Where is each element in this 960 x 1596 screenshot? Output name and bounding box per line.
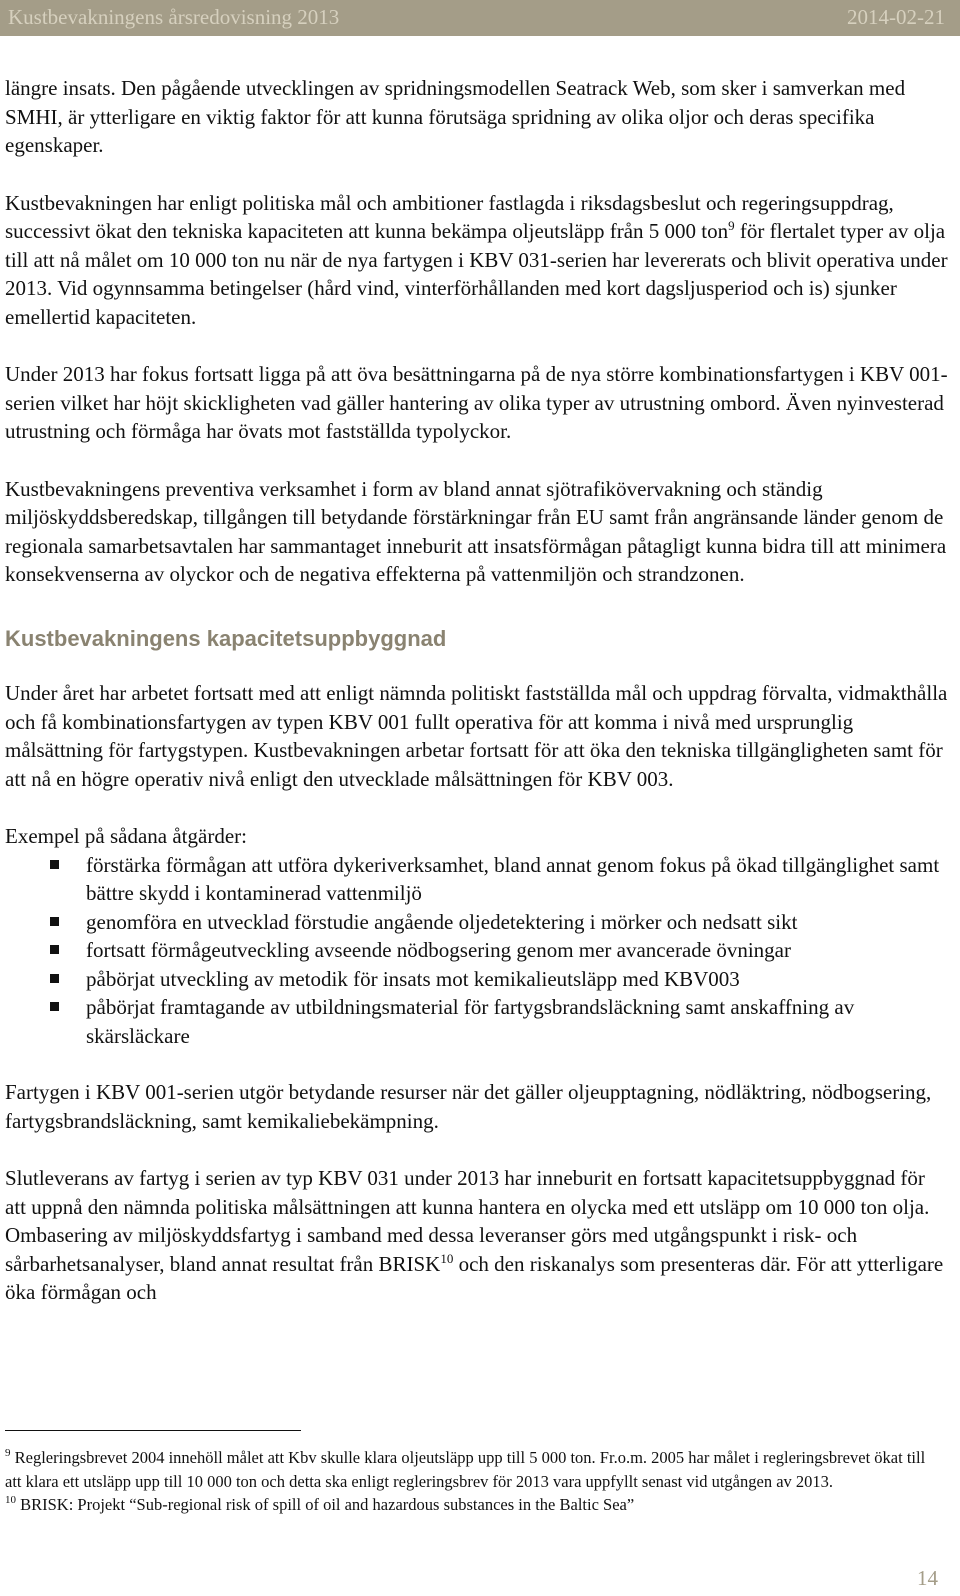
list-item-text: fortsatt förmågeutveckling avseende nödbogsering genom mer avancerade övningar (86, 938, 791, 962)
footnote-ref-9: 9 (728, 218, 735, 233)
paragraph-2 (5, 189, 950, 332)
paragraph-1: längre insats. Den pågående utvecklingen av spridningsmodellen Seatrack Web, som sker i samverkan med SMHI, är ytterligare en viktig faktor för att kunna förutsäga spridning av olika oljor och deras specifika egenskaper. (5, 76, 906, 157)
list-item (5, 993, 950, 1050)
body-text (5, 74, 950, 1336)
footnotes (5, 1446, 945, 1517)
list-item-text: påbörjat utveckling av metodik för insats mot kemikalieutsläpp med KBV003 (86, 966, 740, 991)
footnote-text: BRISK: Projekt “Sub-regional risk of spill of oil and hazardous substances in the Baltic Sea” (16, 1495, 635, 1514)
section-heading: Kustbevakningens kapacitetsuppbyggnad (5, 625, 447, 651)
paragraph-2-text-a: Kustbevakningen har enligt politiska mål och ambitioner fastlagda i riksdagsbeslut och regeringsuppdrag, successivt ökat den tekniska kapaciteten att kunna bekämpa oljeutsläpp från 5 000 ton (5, 190, 894, 243)
square-bullet-icon (50, 860, 59, 869)
footnote-number: 10 (5, 1494, 16, 1506)
footnote-ref-10: 10 (440, 1250, 454, 1266)
footnote-10 (5, 1493, 945, 1517)
list-item-text: förstärka förmågan att utföra dykeriverksamhet, bland annat genom fokus på ökad tillgänglighet samt bättre skydd i kontaminerad vattenmiljö (86, 852, 940, 905)
square-bullet-icon (50, 1002, 59, 1011)
list-item-text: påbörjat framtagande av utbildningsmaterial för fartygsbrandsläckning samt anskaffning av skärsläckare (86, 995, 855, 1048)
footnote-text: Regleringsbrevet 2004 innehöll målet att Kbv skulle klara oljeutsläpp upp till 5 000 ton. Fr.o.m. 2005 har målet i regleringsbrevet ökat till att klara ett utsläpp upp till 10 000 ton och detta ska enligt regleringsbrev för 2013 vara uppfyllt senast vid utgången av 2013. (5, 1448, 926, 1491)
paragraph-3: Under 2013 har fokus fortsatt ligga på att öva besättningarna på de nya större kombinationsfartygen i KBV 001-serien vilket har höjt skickligheten vad gäller hantering av olika typer av utrustning ombord. Även nyinvesterad utrustning och förmåga har övats mot fastställda typolyckor. (5, 362, 948, 443)
header-title: Kustbevakningens årsredovisning 2013 (8, 5, 340, 29)
paragraph-8-text-a: Slutleverans av fartyg i serien av typ KBV 031 under 2013 har inneburit en fortsatt kapacitetsuppbyggnad för att uppnå den nämnda politiska målsättningen att kunna hantera en olycka med ett utsläpp om 10 000 ton olja. Ombasering av miljöskyddsfartyg i samband med dessa leveranser görs med utgångspunkt i risk- och sårbarhetsanalyser, bland annat resultat från BRISK (5, 1166, 930, 1276)
page-number: 14 (917, 1566, 938, 1590)
paragraph-6: Exempel på sådana åtgärder: (5, 824, 247, 848)
list-item (5, 965, 950, 994)
page-header (0, 0, 960, 36)
square-bullet-icon (50, 974, 59, 983)
square-bullet-icon (50, 917, 59, 926)
paragraph-8-text-b: och den riskanalys som presenteras där. För att ytterligare öka förmågan och (5, 1251, 944, 1304)
list-item-text: genomföra en utvecklad förstudie angående oljedetektering i mörker och nedsatt sikt (86, 909, 798, 934)
list-item (5, 936, 950, 965)
paragraph-5: Under året har arbetet fortsatt med att enligt nämnda politiskt fastställda mål och uppdrag förvalta, vidmakthålla och få kombinationsfartygen av typen KBV 001 fullt operativa för att komma i nivå med ursprunglig målsättning för fartygstypen. Kustbevakningen arbetar fortsatt för att öka den tekniska tillgängligheten samt för att nå en högre operativ nivå enligt den utvecklade målsättningen för KBV 003. (5, 681, 948, 791)
paragraph-2-text-b: för flertalet typer av olja till att nå målet om 10 000 ton nu när de nya fartygen i KBV 031-serien har levererats och blivit operativa under 2013. Vid ogynnsamma betingelser (hård vind, vinterförhållanden med kort dagsljusperiod och is) sjunker emellertid kapaciteten. (5, 219, 948, 329)
footnote-divider (5, 1430, 301, 1431)
paragraph-8 (5, 1164, 950, 1307)
square-bullet-icon (50, 945, 59, 954)
footnote-number: 9 (5, 1447, 11, 1459)
list-item (5, 851, 950, 908)
header-date: 2014-02-21 (847, 5, 945, 29)
list-item (5, 908, 950, 937)
measures-list (5, 851, 950, 1051)
footnote-9 (5, 1446, 945, 1493)
paragraph-7: Fartygen i KBV 001-serien utgör betydande resurser när det gäller oljeupptagning, nödläktring, nödbogsering, fartygsbrandsläckning, samt kemikaliebekämpning. (5, 1080, 932, 1133)
paragraph-4: Kustbevakningens preventiva verksamhet i form av bland annat sjötrafikövervakning och ständig miljöskyddsberedskap, tillgången till betydande förstärkningar från EU samt från angränsande länder genom de regionala samarbetsavtalen har sammantaget inneburit att insatsförmågan påtagligt kunna bidra till att minimera konsekvenserna av olyckor och de negativa effekterna på vattenmiljön och strandzonen. (5, 476, 947, 586)
